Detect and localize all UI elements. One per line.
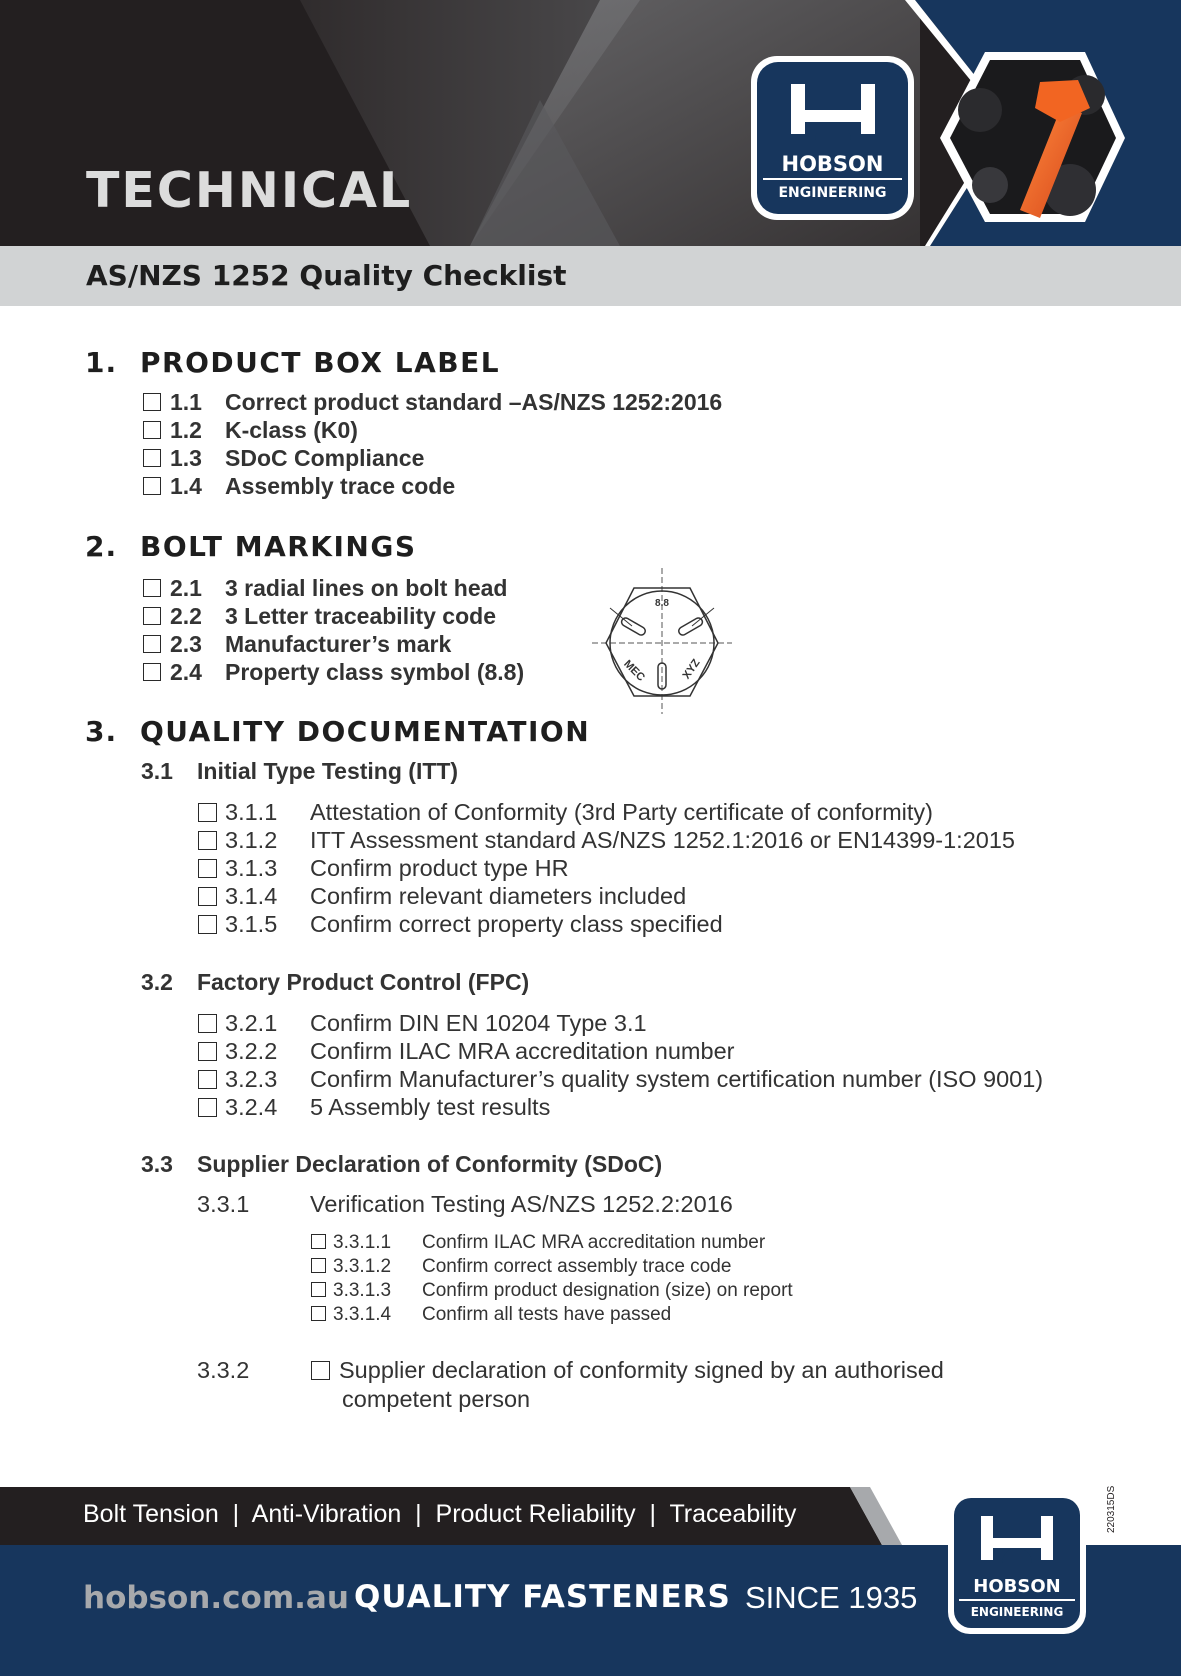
bolt-head-diagram — [592, 568, 732, 718]
item-text: Confirm correct property class specified — [310, 911, 723, 937]
item-number: 3.2.2 — [225, 1038, 278, 1064]
item-number: 3.2.4 — [225, 1094, 278, 1120]
subsection-3-1-title: Initial Type Testing (ITT) — [197, 758, 459, 784]
item-text: 3 Letter traceability code — [225, 603, 496, 629]
hobson-logo[interactable] — [751, 56, 914, 220]
logo-h-left — [791, 84, 805, 134]
item-number: 3.1.1 — [225, 799, 278, 825]
item-text: Confirm relevant diameters included — [310, 883, 687, 909]
item-text: Attestation of Conformity (3rd Party certificate of conformity) — [310, 799, 933, 825]
footer-tagline: Bolt Tension | Anti-Vibration | Product Reliability | Traceability — [83, 1500, 797, 1528]
item-number: 3.1.5 — [225, 911, 278, 937]
website-link[interactable]: hobson.com.au — [83, 1580, 349, 1616]
checkbox[interactable] — [143, 421, 161, 439]
item-text-line-2: competent person — [342, 1386, 531, 1412]
item-text: Confirm ILAC MRA accreditation number — [310, 1038, 735, 1064]
checklist-item-3-1-3 — [0, 857, 1100, 885]
section-1-number: 1. — [85, 346, 118, 379]
checklist-item-3-2-3 — [0, 1068, 1100, 1096]
document-code: 220315DS — [1106, 1485, 1117, 1533]
item-text: Confirm ILAC MRA accreditation number — [422, 1232, 766, 1253]
item-number: 1.3 — [170, 445, 202, 471]
footer-hobson-logo[interactable] — [948, 1492, 1086, 1634]
item-number: 3.3.1.2 — [333, 1256, 392, 1277]
checkbox[interactable] — [198, 1014, 217, 1033]
checkbox[interactable] — [198, 859, 217, 878]
logo-name: HOBSON — [973, 1576, 1061, 1597]
item-text: 3 radial lines on bolt head — [225, 575, 508, 601]
item-number: 1.2 — [170, 417, 202, 443]
checklist-item-2-3 — [0, 633, 600, 659]
item-number: 2.1 — [170, 575, 202, 601]
checklist-item-1-1 — [0, 391, 900, 417]
checklist-item-2-2 — [0, 605, 600, 631]
checkbox[interactable] — [311, 1361, 330, 1380]
item-text: Confirm all tests have passed — [422, 1304, 672, 1325]
item-number: 3.3.1.1 — [333, 1232, 392, 1253]
diagram-left-mark: MEC — [621, 657, 648, 684]
item-3-3-1 — [0, 1193, 1100, 1221]
item-number: 3.1.2 — [225, 827, 278, 853]
item-text: Confirm DIN EN 10204 Type 3.1 — [310, 1010, 647, 1036]
checkbox[interactable] — [143, 607, 161, 625]
checklist-item-3-3-1-4 — [0, 1305, 1100, 1329]
checklist-item-3-2-2 — [0, 1040, 1100, 1068]
item-text: Correct product standard –AS/NZS 1252:2016 — [225, 389, 723, 415]
item-number: 2.2 — [170, 603, 202, 629]
item-text: ITT Assessment standard AS/NZS 1252.1:2016 or EN14399-1:2015 — [310, 827, 1015, 853]
logo-sub: ENGINEERING — [778, 185, 887, 201]
section-2-number: 2. — [85, 530, 118, 563]
item-text: Manufacturer’s mark — [225, 631, 452, 657]
checklist-item-3-3-1-2 — [0, 1257, 1100, 1281]
item-text: Assembly trace code — [225, 473, 456, 499]
checkbox[interactable] — [311, 1306, 326, 1321]
checklist-item-3-3-2 — [0, 1359, 1100, 1419]
section-3-number: 3. — [85, 715, 118, 748]
item-number: 3.1.4 — [225, 883, 278, 909]
checkbox[interactable] — [198, 1042, 217, 1061]
logo-h-bar — [791, 110, 875, 122]
checkbox[interactable] — [143, 477, 161, 495]
subsection-3-3-title: Supplier Declaration of Conformity (SDoC) — [197, 1151, 663, 1177]
checkbox[interactable] — [198, 1098, 217, 1117]
item-number: 1.1 — [170, 389, 202, 415]
header-banner — [0, 0, 1181, 246]
checklist-item-3-1-4 — [0, 885, 1100, 913]
item-number: 3.3.1 — [197, 1191, 250, 1217]
checkbox[interactable] — [143, 579, 161, 597]
diagram-top-mark: 8.8 — [655, 598, 669, 609]
item-text: Verification Testing AS/NZS 1252.2:2016 — [310, 1191, 733, 1217]
item-text: SDoC Compliance — [225, 445, 425, 471]
checkbox[interactable] — [311, 1258, 326, 1273]
subsection-3-3-number: 3.3 — [141, 1151, 173, 1177]
logo-h-bar — [981, 1538, 1053, 1548]
checklist-item-3-1-5 — [0, 913, 1100, 941]
item-number: 3.2.3 — [225, 1066, 278, 1092]
section-2-title: BOLT MARKINGS — [140, 530, 417, 563]
footer-slogan-light: SINCE 1935 — [745, 1580, 918, 1615]
item-text: Confirm correct assembly trace code — [422, 1256, 732, 1277]
item-number: 3.3.1.4 — [333, 1304, 392, 1325]
item-text: Confirm Manufacturer’s quality system certification number (ISO 9001) — [310, 1066, 1044, 1092]
section-1-title: PRODUCT BOX LABEL — [140, 346, 501, 379]
diagram-right-mark: XYZ — [680, 657, 703, 682]
logo-name: HOBSON — [781, 152, 884, 176]
subsection-3-2-title: Factory Product Control (FPC) — [197, 969, 530, 995]
checklist-item-2-1 — [0, 577, 600, 603]
item-number: 3.2.1 — [225, 1010, 278, 1036]
checklist-item-3-1-2 — [0, 829, 1100, 857]
item-text: K-class (K0) — [225, 417, 358, 443]
item-text: Confirm product designation (size) on report — [422, 1280, 793, 1301]
subsection-3-1-number: 3.1 — [141, 758, 173, 784]
section-3-title: QUALITY DOCUMENTATION — [140, 715, 591, 748]
checkbox[interactable] — [143, 635, 161, 653]
logo-h-right — [861, 84, 875, 134]
item-number: 3.3.2 — [197, 1357, 250, 1383]
item-number: 2.4 — [170, 659, 202, 685]
checklist-item-1-4 — [0, 475, 900, 501]
checklist-item-3-3-1-1 — [0, 1233, 1100, 1257]
item-number: 3.3.1.3 — [333, 1280, 392, 1301]
checkbox[interactable] — [198, 831, 217, 850]
item-text: 5 Assembly test results — [310, 1094, 551, 1120]
checkbox[interactable] — [198, 887, 217, 906]
checkbox[interactable] — [311, 1282, 326, 1297]
footer-slogan-bold: QUALITY FASTENERS — [354, 1579, 731, 1615]
checklist-item-2-4 — [0, 661, 600, 687]
subsection-3-2-number: 3.2 — [141, 969, 173, 995]
checklist-item-1-3 — [0, 447, 900, 473]
item-text: Confirm product type HR — [310, 855, 569, 881]
checkbox[interactable] — [143, 449, 161, 467]
item-text-line-1: Supplier declaration of conformity signed by an authorised — [339, 1357, 944, 1383]
item-text: Property class symbol (8.8) — [225, 659, 525, 685]
checkbox[interactable] — [198, 803, 217, 822]
checkbox[interactable] — [143, 663, 161, 681]
checklist-item-3-2-4 — [0, 1096, 1100, 1124]
checkbox[interactable] — [198, 1070, 217, 1089]
checklist-item-3-3-1-3 — [0, 1281, 1100, 1305]
checklist-item-1-2 — [0, 419, 900, 445]
checklist-item-3-2-1 — [0, 1012, 1100, 1040]
item-number: 2.3 — [170, 631, 202, 657]
logo-sub: ENGINEERING — [970, 1605, 1064, 1619]
checkbox[interactable] — [198, 915, 217, 934]
document-title: AS/NZS 1252 Quality Checklist — [86, 259, 567, 292]
item-number: 1.4 — [170, 473, 202, 499]
checkbox[interactable] — [143, 393, 161, 411]
page-category: TECHNICAL — [86, 162, 413, 219]
checkbox[interactable] — [311, 1234, 326, 1249]
checklist-item-3-1-1 — [0, 801, 1100, 829]
item-number: 3.1.3 — [225, 855, 278, 881]
